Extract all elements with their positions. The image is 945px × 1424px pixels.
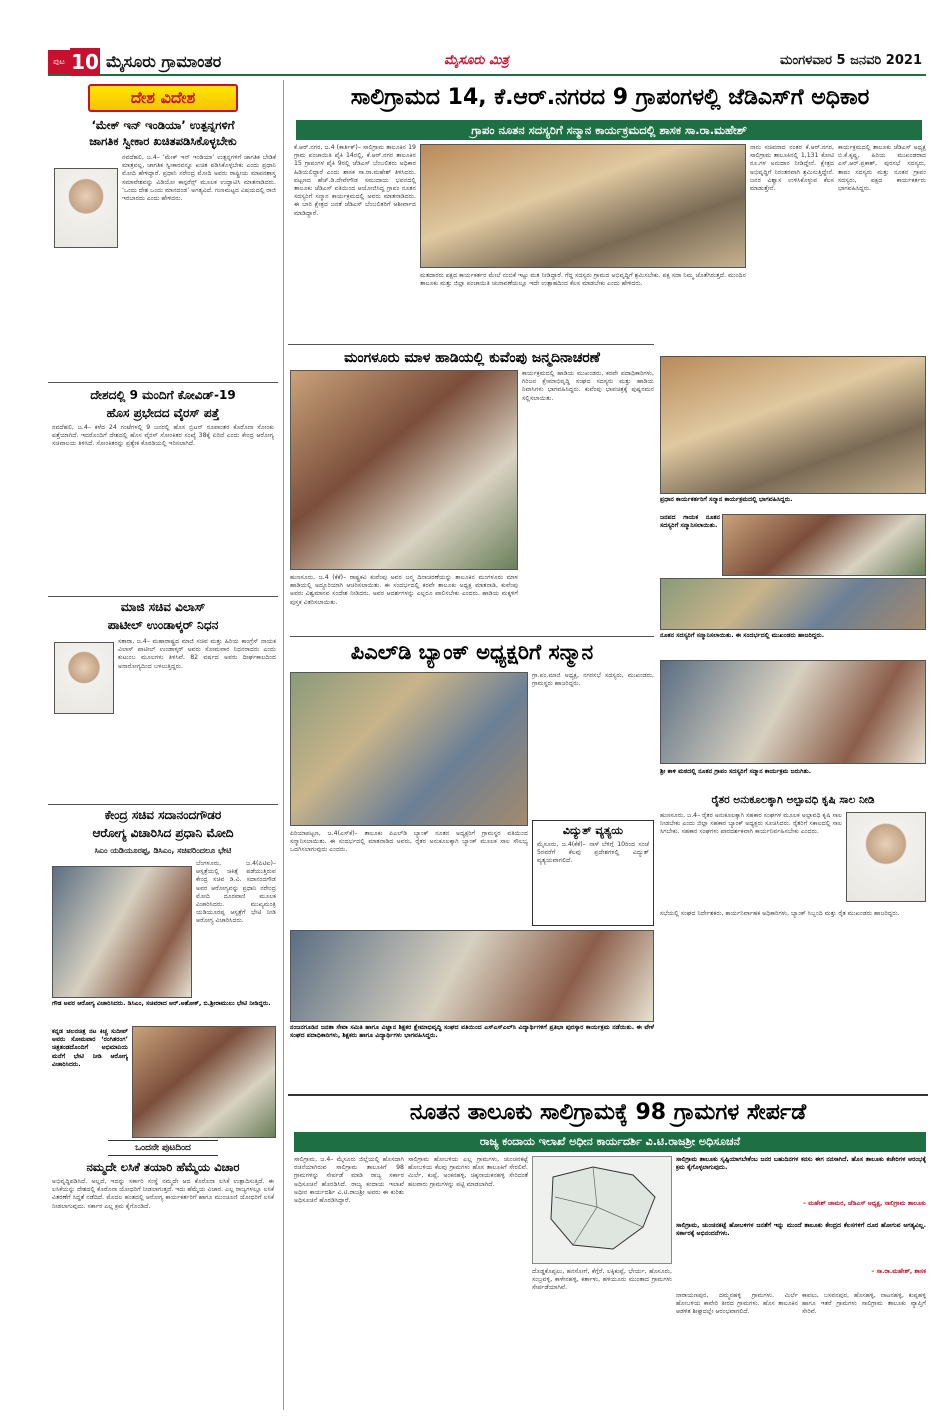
modi-photo	[54, 168, 118, 248]
kuvempu-body-2: ಕಾರ್ಯಕ್ರಮದಲ್ಲಿ ಹಾಡಿಯ ಮುಖಂಡರು, ಕರವೇ ಪದಾಧಿಕಾರಿಗಳು, ಗಿರಿಜನ ಕ್ಷೇಮಾಭಿವೃದ್ಧಿ ಸಂಘದ ಸದಸ್ಯರು ಮತ್ತು ಹಾಡಿಯ ನಿವಾಸಿಗಳು ಭಾಗವಹಿಸಿದ್ದರು. ಕುವೆಂಪು ಭಾವಚಿತ್ರಕ್ಕೆ ಪುಷ್ಪನಮನ ಸಲ್ಲಿಸಲಾಯಿತು.	[522, 370, 654, 402]
divider	[48, 596, 278, 597]
quote-box-2	[676, 1222, 926, 1286]
right-photo-3	[660, 578, 926, 630]
krishi-body-2: ಸಭೆಯಲ್ಲಿ ಸಂಘದ ನಿರ್ದೇಶಕರು, ಕಾರ್ಯನಿರ್ವಾಹಕ ಅಧಿಕಾರಿಗಳು, ಬ್ಯಾಂಕ್ ಸಿಬ್ಬಂದಿ ಮತ್ತು ರೈತ ಮುಖಂಡರು ಹಾಜರಿದ್ದರು.	[660, 910, 900, 917]
left-column	[48, 80, 278, 1410]
divider	[48, 382, 278, 383]
continued-headline: ನಮ್ಮದೇ ಲಸಿಕೆ ತಯಾರಿ ಹೆಮ್ಮೆಯ ವಿಚಾರ	[86, 1160, 240, 1174]
bottom-col2: ಸಾಲಿಗ್ರಾಮ ಹೋಬಳಿಯ ಎಲ್ಲ ಗ್ರಾಮಗಳು, ಚುಂಚನಕಟ್ಟೆ ಹೋಬಳಿಯ ಕೆಲವು ಗ್ರಾಮಗಳು ಹೊಸ ತಾಲೂಕಿಗೆ ಸೇರಲಿವೆ. ಮಿರ್ಲೆ, ಕುಪ್ಪೆ, ಅಂಕನಹಳ್ಳಿ, ಚಿಕ್ಕನಾಯಕನಹಳ್ಳಿ ಸೇರಿದಂತೆ ಹಲವಾರು ಗ್ರಾಮಗಳನ್ನು ಪಟ್ಟಿ ಮಾಡಲಾಗಿದೆ.	[408, 1156, 528, 1188]
kuvempu-body: ಹುಣಸೂರು, ಜ.4 (ಕೆಕೆ)– ರಾಷ್ಟ್ರಕವಿ ಕುವೆಂಪು ಅವರ ಜನ್ಮ ದಿನಾಚರಣೆಯನ್ನು ತಾಲೂಕಿನ ಮಂಗಳೂರು ಮಾಳ ಹಾಡಿಯಲ್ಲಿ ಅದ್ದೂರಿಯಾಗಿ ಆಚರಿಸಲಾಯಿತು. ಈ ಸಂದರ್ಭದಲ್ಲಿ ಕರವೇ ತಾಲೂಕು ಅಧ್ಯಕ್ಷ ಮಾತನಾಡಿ, ಕುವೆಂಪು ಅವರು ವಿಶ್ವಮಾನವ ಸಂದೇಶ ನೀಡಿದರು. ಅವರ ಆದರ್ಶಗಳನ್ನು ಎಲ್ಲರೂ ಪಾಲಿಸಬೇಕು ಎಂದರು. ಹಾಡಿಯ ಮಕ್ಕಳಿಗೆ ಪುಸ್ತಕ ವಿತರಿಸಲಾಯಿತು.	[290, 574, 518, 606]
quote-2-attr: – ಸಾ.ರಾ.ಮಹೇಶ್, ಶಾಸಕ	[871, 1268, 926, 1275]
bottom-col3: ದೊಡ್ಡಕೊಪ್ಪಲು, ಹನಸೋಗೆ, ಕೆಗ್ಗೆರೆ, ಲಕ್ಕಿಕುಪ್ಪೆ, ಭೇರ್ಯ, ಹೊಸೂರು, ಸಂಬ್ರವಳ್ಳಿ, ಕಾಳೇನಹಳ್ಳಿ, ಕರ್ತಾಳು, ಹಳಿಯೂರು ಮುಂತಾದ ಗ್ರಾಮಗಳು ಸೇರ್ಪಡೆಯಾಗಿವೆ.	[532, 1268, 672, 1292]
modi-headline-1: ‘ಮೇಕ್ ಇನ್ ಇಂಡಿಯಾ’ ಉತ್ಪನ್ನಗಳಿಗೆ	[91, 118, 235, 132]
issue-date: ಮಂಗಳವಾರ 5 ಜನವರಿ 2021	[779, 53, 922, 68]
lead-group-photo	[420, 144, 746, 268]
divider	[288, 344, 654, 345]
krishi-photo	[846, 812, 926, 902]
map-outline	[533, 1157, 671, 1263]
right-photo-1	[660, 356, 926, 494]
sadananda-subhead: ಸಿಎಂ ಯಡಿಯೂರಪ್ಪ, ಡಿಸಿಎಂ, ಸಚಿವರಿಂದಲೂ ಭೇಟಿ	[94, 846, 232, 855]
right-photo-4	[660, 660, 926, 764]
lead-col3: ನಾನು ಸಚಿವನಾದ ನಂತರ ಕೆ.ಆರ್.ನಗರ, ಸಾಲಿಗ್ರಾಮ ತಾಲೂಕಿನಲ್ಲಿ 1,131 ಕೋಟಿ ರೂ.ಗಳ ಅನುದಾನ ನೀಡಿದ್ದೇನೆ. ಕ್ಷೇತ್ರದ ಅಭಿವೃದ್ಧಿಗೆ ನಿರಂತರವಾಗಿ ಶ್ರಮಿಸುತ್ತಿದ್ದೇನೆ. ಜನರ ವಿಶ್ವಾಸ ಉಳಿಸಿಕೊಳ್ಳುವ ಕೆಲಸ ಮಾಡುತ್ತೇನೆ.	[750, 144, 834, 193]
patil-headline-2: ಪಾಟೀಲ್ ಉಂಡಾಳ್ಕರ್ ನಿಧನ	[107, 618, 219, 632]
lead-col2: ಮತದಾರರು ಪಕ್ಷದ ಕಾರ್ಯಕರ್ತರ ಮೇಲೆ ನಂಬಿಕೆ ಇಟ್ಟು ಮತ ನೀಡಿದ್ದಾರೆ. ಗೆದ್ದ ಸದಸ್ಯರು ಗ್ರಾಮದ ಅಭಿವೃದ್ಧಿಗೆ ಶ್ರಮಿಸಬೇಕು. ಪಕ್ಷ ಸದಾ ನಿಮ್ಮ ಜೊತೆಗಿರುತ್ತದೆ. ಮುಂದಿನ ತಾಲೂಕು ಮತ್ತು ಜಿಲ್ಲಾ ಪಂಚಾಯಿತಿ ಚುನಾವಣೆಯಲ್ಲೂ ಇದೇ ಉತ್ಸಾಹದಿಂದ ಕೆಲಸ ಮಾಡಬೇಕು ಎಂದು ಹೇಳಿದರು.	[420, 272, 746, 288]
patil-body: ಸತಾರಾ, ಜ.4– ಮಹಾರಾಷ್ಟ್ರದ ಮಾಜಿ ಸಚಿವ ಮತ್ತು ಹಿರಿಯ ಕಾಂಗ್ರೆಸ್ ನಾಯಕ ವಿಲಾಸ್ ಪಾಟೀಲ್ ಉಂಡಾಳ್ಕರ್ ಅವರು ಸೋಮವಾರ ನಿಧನರಾದರು ಎಂದು ಕುಟುಂಬ ಮೂಲಗಳು ತಿಳಿಸಿವೆ. 82 ವರ್ಷದ ಅವರು ದೀರ್ಘಕಾಲದಿಂದ ಅನಾರೋಗ್ಯದಿಂದ ಬಳಲುತ್ತಿದ್ದರು.	[118, 638, 276, 670]
vidyut-title: ವಿದ್ಯುತ್ ವ್ಯತ್ಯಯ	[562, 824, 624, 837]
right-photo-2	[722, 514, 926, 576]
lead-subhead: ಗ್ರಾಪಂ ನೂತನ ಸದಸ್ಯರಿಗೆ ಸನ್ಮಾನ ಕಾರ್ಯಕ್ರಮದಲ್ಲಿ ಶಾಸಕ ಸಾ.ರಾ.ಮಹೇಶ್	[296, 120, 922, 140]
kuvempu-headline: ಮಂಗಳೂರು ಮಾಳ ಹಾಡಿಯಲ್ಲಿ ಕುವೆಂಪು ಜನ್ಮದಿನಾಚರಣೆ	[344, 350, 600, 366]
right-caption-3: ಶ್ರೀ ಕಾಳಿ ಮಠದಲ್ಲಿ ನೂತನ ಗ್ರಾಪಂ ಸದಸ್ಯರಿಗೆ ಸನ್ಮಾನ ಕಾರ್ಯಕ್ರಮ ಜರುಗಿತು.	[660, 768, 812, 775]
pld-photo	[290, 672, 528, 826]
pld-body: ಪಿರಿಯಾಪಟ್ಟಣ, ಜ.4(ಎಸ್‌ಕೆ)– ತಾಲೂಕು ಪಿಎಲ್‌ಡಿ ಬ್ಯಾಂಕ್ ನೂತನ ಅಧ್ಯಕ್ಷರಿಗೆ ಗ್ರಾಮಸ್ಥರ ವತಿಯಿಂದ ಸನ್ಮಾನಿಸಲಾಯಿತು. ಈ ಸಂದರ್ಭದಲ್ಲಿ ಮಾತನಾಡಿದ ಅವರು, ರೈತರ ಅನುಕೂಲಕ್ಕಾಗಿ ಬ್ಯಾಂಕ್ ಮೂಲಕ ಸಾಲ ಸೌಲಭ್ಯ ಒದಗಿಸಲಾಗುವುದು ಎಂದರು.	[290, 830, 528, 854]
event-photo	[290, 930, 654, 1022]
desha-videsha-title: ದೇಶ ವಿದೇಶ	[130, 88, 196, 107]
covid-headline-1: ದೇಶದಲ್ಲಿ 9 ಮಂದಿಗೆ ಕೋವಿಡ್-19	[90, 388, 236, 402]
event-caption: ನಂಜನಗೂಡಿನ ಜನತಾ ಸೇವಾ ಸಮಿತಿ ಹಾಗೂ ವಿಜ್ಞಾನ ಶಿಕ್ಷಕರ ಕ್ಷೇಮಾಭಿವೃದ್ಧಿ ಸಂಘದ ವತಿಯಿಂದ ಎಸ್‌ಎಸ್‌ಎಲ್‌ಸಿ ವಿದ್ಯಾರ್ಥಿಗಳಿಗೆ ಪ್ರತಿಭಾ ಪುರಸ್ಕಾರ ಕಾರ್ಯಕ್ರಮ ನಡೆಯಿತು. ಈ ವೇಳೆ ಸಂಘದ ಪದಾಧಿಕಾರಿಗಳು, ಶಿಕ್ಷಕರು ಹಾಗೂ ವಿದ್ಯಾರ್ಥಿಗಳು ಭಾಗವಹಿಸಿದ್ದರು.	[290, 1024, 654, 1040]
pld-body-2: ಗ್ರಾ.ಪಂ.ಮಾಜಿ ಅಧ್ಯಕ್ಷ, ನಗರಸಭೆ ಸದಸ್ಯರು, ಮುಖಂಡರು, ಗ್ರಾಮಸ್ಥರು ಹಾಜರಿದ್ದರು.	[532, 672, 654, 688]
sadananda-body: ಬೆಂಗಳೂರು, ಜ.4(ಪಿಟಿಐ)– ಆಸ್ಪತ್ರೆಯಲ್ಲಿ ಚಿಕಿತ್ಸೆ ಪಡೆಯುತ್ತಿರುವ ಕೇಂದ್ರ ಸಚಿವ ಡಿ.ವಿ. ಸದಾನಂದಗೌಡ ಅವರ ಆರೋಗ್ಯವನ್ನು ಪ್ರಧಾನಿ ನರೇಂದ್ರ ಮೋದಿ ದೂರವಾಣಿ ಮೂಲಕ ವಿಚಾರಿಸಿದರು. ಮುಖ್ಯಮಂತ್ರಿ ಯಡಿಯೂರಪ್ಪ ಆಸ್ಪತ್ರೆಗೆ ಭೇಟಿ ನೀಡಿ ಆರೋಗ್ಯ ವಿಚಾರಿಸಿದರು.	[196, 860, 276, 925]
bottom-subhead: ರಾಜ್ಯ ಕಂದಾಯ ಇಲಾಖೆ ಅಧೀನ ಕಾರ್ಯದರ್ಶಿ ವಿ.ಟಿ.ರಾಜಶ್ರೀ ಅಧಿಸೂಚನೆ	[294, 1132, 926, 1152]
patil-photo	[54, 642, 114, 714]
newspaper-logo: ಮೈಸೂರು ಮಿತ್ರ	[444, 53, 509, 68]
page-number: 10	[71, 50, 99, 74]
quote-box-1	[676, 1156, 926, 1218]
covid-headline-2: ಹೊಸ ಪ್ರಭೇದದ ವೈರಸ್ ಪತ್ತೆ	[106, 406, 220, 420]
covid-body: ನವದೆಹಲಿ, ಜ.4– ಕಳೆದ 24 ಗಂಟೆಗಳಲ್ಲಿ 9 ಜನರಲ್ಲಿ ಹೊಸ ಬ್ರಿಟನ್ ರೂಪಾಂತರ ಕೊರೊನಾ ಸೋಂಕು ಪತ್ತೆಯಾಗಿದೆ. ಇದರೊಂದಿಗೆ ದೇಶದಲ್ಲಿ ಹೊಸ ವೈರಸ್ ಸೋಂಕಿತರ ಸಂಖ್ಯೆ 38ಕ್ಕೆ ಏರಿದೆ ಎಂದು ಕೇಂದ್ರ ಆರೋಗ್ಯ ಸಚಿವಾಲಯ ತಿಳಿಸಿದೆ. ಸೋಂಕಿತರನ್ನು ಪ್ರತ್ಯೇಕ ಕೊಠಡಿಯಲ್ಲಿ ಇರಿಸಲಾಗಿದೆ.	[52, 424, 274, 448]
bottom-col5: ನಾರಾಯಣಪುರ, ದಮ್ಮನಹಳ್ಳಿ ಗ್ರಾಮಗಳು. ಮಿರ್ಲೆ ಹೋಬಳಿಯ ಕಾವೇರಿ ತೀರದ ಗ್ರಾಮಗಳು. ಹೊಸ ತಾಲೂಕಿನ ಆಡಳಿತ ಶೀಘ್ರದಲ್ಲೇ ಆರಂಭವಾಗಲಿದೆ.	[676, 1292, 798, 1316]
sudeep-body: ಕನ್ನಡ ಚಲನಚಿತ್ರ ನಟ ಕಿಚ್ಚ ಸುದೀಪ್ ಅವರು ಸೋಮವಾರ ‘ರಂಗಿತರಂಗ’ ಚಿತ್ರತಂಡದೊಂದಿಗೆ ಅಭಿಮಾನಿಯ ಮನೆಗೆ ಭೇಟಿ ನೀಡಿ ಆರೋಗ್ಯ ವಿಚಾರಿಸಿದರು.	[52, 1028, 128, 1068]
quote-2-text: ಸಾಲಿಗ್ರಾಮ, ಚುಂಚನಕಟ್ಟೆ ಹೋಬಳಿಗಳ ಜನತೆಗೆ ಇನ್ನು ಮುಂದೆ ತಾಲೂಕು ಕೇಂದ್ರದ ಕೆಲಸಗಳಿಗೆ ದೂರ ಹೋಗುವ ಅಗತ್ಯವಿಲ್ಲ. ಸರ್ಕಾರಕ್ಕೆ ಅಭಿನಂದನೆಗಳು.	[676, 1222, 926, 1238]
quote-1-attr: – ಮಹೇಶ್ ಚಾಮರ, ಜೆಡಿಎಸ್ ಅಧ್ಯಕ್ಷ, ಸಾಲಿಗ್ರಾಮ ತಾಲೂಕು	[802, 1200, 926, 1207]
modi-body: ನವದೆಹಲಿ, ಜ.4– ‘ಮೇಕ್ ಇನ್ ಇಂಡಿಯಾ’ ಉತ್ಪನ್ನಗಳಿಗೆ ಜಾಗತಿಕ ಬೇಡಿಕೆ ಮಾತ್ರವಲ್ಲ, ಜಾಗತಿಕ ಸ್ವೀಕಾರವನ್ನೂ ಖಚಿತ ಪಡಿಸಿಕೊಳ್ಳಬೇಕು ಎಂದು ಪ್ರಧಾನಿ ಮೋದಿ ಹೇಳಿದ್ದಾರೆ. ಪ್ರಧಾನಿ ನರೇಂದ್ರ ಮೋದಿ ಅವರು ರಾಷ್ಟ್ರೀಯ ಮಾಪನಶಾಸ್ತ್ರ ಸಮಾವೇಶವನ್ನು ವಿಡಿಯೋ ಕಾನ್ಫರೆನ್ಸ್ ಮೂಲಕ ಉದ್ಘಾಟಿಸಿ ಮಾತನಾಡಿದರು. ‘ಒಂದು ದೇಶ ಒಂದು ಮಾನದಂಡ’ ಅಗತ್ಯವಿದೆ. ಗುಣಮಟ್ಟದ ವಿಷಯದಲ್ಲಿ ರಾಜಿ ಇರಬಾರದು ಎಂದು ಹೇಳಿದರು.	[122, 154, 276, 203]
sudeep-photo	[132, 1026, 276, 1138]
right-caption-1: ಪ್ರಧಾನ ಕಾರ್ಯಕರ್ತರಿಗೆ ಸನ್ಮಾನ ಕಾರ್ಯಕ್ರಮದಲ್ಲಿ ಭಾಗವಹಿಸಿದ್ದರು.	[660, 496, 793, 503]
lead-col4: ಕಾರ್ಯಕ್ರಮದಲ್ಲಿ ತಾಲೂಕು ಜೆಡಿಎಸ್ ಅಧ್ಯಕ್ಷ ಬಿ.ಕೆ.ಕೃಷ್ಣ, ಹಿರಿಯ ಮುಖಂಡರಾದ ಎಸ್.ಆರ್.ಪ್ರಕಾಶ್, ಪುರಸಭೆ ಸದಸ್ಯರು, ತಾಪಂ ಸದಸ್ಯರು ಮತ್ತು ನೂತನ ಗ್ರಾಪಂ ಸದಸ್ಯರು, ಪಕ್ಷದ ಕಾರ್ಯಕರ್ತರು ಭಾಗವಹಿಸಿದ್ದರು.	[838, 144, 926, 193]
right-side-note: ಜನಪದ ಗಾಯಕ ನೂತನ ಸದಸ್ಯರಿಗೆ ಸನ್ಮಾನಿಸಲಾಯಿತು.	[660, 514, 720, 530]
bottom-headline: ನೂತನ ತಾಲೂಕು ಸಾಲಿಗ್ರಾಮಕ್ಕೆ 98 ಗ್ರಾಮಗಳ ಸೇರ್ಪಡೆ	[288, 1094, 928, 1128]
modi-headline-2: ಜಾಗತಿಕ ಸ್ವೀಕಾರ ಖಚಿತಪಡಿಸಿಕೊಳ್ಳಬೇಕು	[89, 134, 237, 148]
continued-title: ಒಂದನೇ ಪುಟದಿಂದ	[135, 1143, 191, 1153]
column-rule	[283, 80, 284, 1410]
pld-headline: ಪಿಎಲ್‌ಡಿ ಬ್ಯಾಂಕ್ ಅಧ್ಯಕ್ಷರಿಗೆ ಸನ್ಮಾನ	[290, 636, 654, 666]
continued-body: ಅಭಿವೃದ್ಧಿಪಡಿಸಿದೆ. ಅಲ್ಲದೆ, ಇದನ್ನು ಸರ್ಕಾರಿ ಸಂಸ್ಥೆ ನಮ್ಮದೇ ಆದ ಕೊರೊನಾ ಲಸಿಕೆ ಉತ್ಪಾದಿಸುತ್ತಿದೆ. ಈ ಲಸಿಕೆಯನ್ನು ದೇಶದಲ್ಲಿ ಕೊರೊನಾ ಯೋಧರಿಗೆ ನೀಡಲಾಗುತ್ತದೆ. ಇದು ಹೆಮ್ಮೆಯ ವಿಚಾರ. ಎಲ್ಲ ರಾಜ್ಯಗಳಲ್ಲೂ ಲಸಿಕೆ ವಿತರಣೆಗೆ ಸಿದ್ಧತೆ ನಡೆದಿದೆ. ಮೊದಲ ಹಂತದಲ್ಲಿ ಆರೋಗ್ಯ ಕಾರ್ಯಕರ್ತರಿಗೆ ಹಾಗೂ ಮುಂಚೂಣಿ ಯೋಧರಿಗೆ ಲಸಿಕೆ ನೀಡಲಾಗುವುದು. ಸರ್ಕಾರ ಎಲ್ಲ ಕ್ರಮ ಕೈಗೊಂಡಿದೆ.	[52, 1178, 274, 1210]
krishi-body: ಹುಣಸೂರು, ಜ.4– ರೈತರ ಅನುಕೂಲಕ್ಕಾಗಿ ಸಹಕಾರ ಸಂಘಗಳ ಮೂಲಕ ಅಲ್ಪಾವಧಿ ಕೃಷಿ ಸಾಲ ನೀಡಬೇಕು ಎಂದು ಜಿಲ್ಲಾ ಸಹಕಾರ ಬ್ಯಾಂಕ್ ಅಧ್ಯಕ್ಷರು ಸೂಚಿಸಿದರು. ರೈತರಿಗೆ ಸಕಾಲದಲ್ಲಿ ಸಾಲ ಸಿಗಬೇಕು. ಸಹಕಾರ ಸಂಘಗಳು ಪಾರದರ್ಶಕವಾಗಿ ಕಾರ್ಯನಿರ್ವಹಿಸಬೇಕು ಎಂದರು.	[660, 812, 842, 836]
desha-videsha-banner	[88, 84, 238, 112]
sadananda-photo	[52, 866, 192, 998]
vidyut-box	[532, 820, 654, 926]
page-label: ಪುಟ	[53, 57, 65, 66]
lead-col1: ಕೆ.ಆರ್.ನಗರ, ಜ.4 (ಕಾರ್ತಿಕ್)– ಸಾಲಿಗ್ರಾಮ ತಾಲೂಕಿನ 19 ಗ್ರಾಮ ಪಂಚಾಯಿತಿ ಪೈಕಿ 14ರಲ್ಲಿ, ಕೆ.ಆರ್.ನಗರ ತಾಲೂಕಿನ 15 ಗ್ರಾಪಂಗಳ ಪೈಕಿ 9ರಲ್ಲಿ ಜೆಡಿಎಸ್ ಬೆಂಬಲಿತರು ಅಧಿಕಾರ ಹಿಡಿಯಲಿದ್ದಾರೆ ಎಂದು ಶಾಸಕ ಸಾ.ರಾ.ಮಹೇಶ್ ತಿಳಿಸಿದರು. ಪಟ್ಟಣದ ಹೆಚ್.ಡಿ.ದೇವೇಗೌಡ ಸಮುದಾಯ ಭವನದಲ್ಲಿ ತಾಲೂಕು ಜೆಡಿಎಸ್ ವತಿಯಿಂದ ಆಯೋಜಿಸಿದ್ದ ಗ್ರಾಪಂ ನೂತನ ಸದಸ್ಯರಿಗೆ ಸನ್ಮಾನ ಕಾರ್ಯಕ್ರಮದಲ್ಲಿ ಅವರು ಮಾತನಾಡಿದರು. ಈ ಬಾರಿ ಕ್ಷೇತ್ರದ ಜನತೆ ಜೆಡಿಎಸ್ ಬೆಂಬಲಿತರಿಗೆ ಆಶೀರ್ವಾದ ಮಾಡಿದ್ದಾರೆ.	[294, 144, 416, 217]
sadananda-headline-1: ಕೇಂದ್ರ ಸಚಿವ ಸದಾನಂದಗೌಡರ	[104, 808, 222, 822]
continued-banner	[108, 1140, 218, 1156]
bottom-col1: ಸಾಲಿಗ್ರಾಮ, ಜ.4– ಮೈಸೂರು ಜಿಲ್ಲೆಯಲ್ಲಿ ಹೊಸದಾಗಿ ರಚನೆಯಾಗಿರುವ ಸಾಲಿಗ್ರಾಮ ತಾಲೂಕಿಗೆ 98 ಗ್ರಾಮಗಳನ್ನು ಸೇರ್ಪಡೆ ಮಾಡಿ ರಾಜ್ಯ ಸರ್ಕಾರ ಅಧಿಸೂಚನೆ ಹೊರಡಿಸಿದೆ. ರಾಜ್ಯ ಕಂದಾಯ ಇಲಾಖೆ ಅಧೀನ ಕಾರ್ಯದರ್ಶಿ ವಿ.ಟಿ.ರಾಜಶ್ರೀ ಅವರು ಈ ಕುರಿತು ಅಧಿಸೂಚನೆ ಹೊರಡಿಸಿದ್ದಾರೆ.	[294, 1156, 404, 1205]
vidyut-body: ಮೈಸೂರು, ಜ.4(ಕೆಕೆ)– ನಾಳೆ ಬೆಳಿಗ್ಗೆ 10ರಿಂದ ಸಂಜೆ 5ರವರೆಗೆ ಕೆಲವು ಪ್ರದೇಶಗಳಲ್ಲಿ ವಿದ್ಯುತ್ ವ್ಯತ್ಯಯವಾಗಲಿದೆ.	[537, 841, 649, 865]
krishi-headline: ರೈತರ ಅನುಕೂಲಕ್ಕಾಗಿ ಅಲ್ಪಾವಧಿ ಕೃಷಿ ಸಾಲ ನೀಡಿ	[711, 794, 875, 806]
taluk-map	[532, 1156, 672, 1264]
patil-headline-1: ಮಾಜಿ ಸಚಿವ ವಿಲಾಸ್	[120, 600, 206, 614]
divider	[48, 804, 278, 805]
section-title: ಮೈಸೂರು ಗ್ರಾಮಾಂತರ	[106, 52, 222, 71]
page-label-badge	[48, 50, 70, 74]
quote-1-text: ಸಾಲಿಗ್ರಾಮ ತಾಲೂಕು ಸೃಷ್ಟಿಯಾಗಬೇಕೆಂಬ ಜನರ ಬಹುದಿನಗಳ ಕನಸು ಈಗ ನನಸಾಗಿದೆ. ಹೊಸ ತಾಲೂಕು ಕಚೇರಿಗಳ ಆರಂಭಕ್ಕೆ ಕ್ರಮ ಕೈಗೊಳ್ಳಲಾಗುವುದು.	[676, 1156, 926, 1172]
lead-headline: ಸಾಲಿಗ್ರಾಮದ 14, ಕೆ.ಆರ್.ನಗರದ 9 ಗ್ರಾಪಂಗಳಲ್ಲಿ ಜೆಡಿಎಸ್‌ಗೆ ಅಧಿಕಾರ	[350, 85, 870, 110]
right-caption-2: ನೂತನ ಸದಸ್ಯರಿಗೆ ಸನ್ಮಾನಿಸಲಾಯಿತು. ಈ ಸಂದರ್ಭದಲ್ಲಿ ಮುಖಂಡರು ಹಾಜರಿದ್ದರು.	[660, 632, 825, 639]
masthead	[48, 50, 926, 76]
kuvempu-photo	[290, 370, 518, 570]
sadananda-headline-2: ಆರೋಗ್ಯ ವಿಚಾರಿಸಿದ ಪ್ರಧಾನಿ ಮೋದಿ	[92, 826, 234, 840]
bottom-col6: ಕಾವಲು, ಬಸವನಪುರ, ಹೊಸಹಳ್ಳಿ, ನಾಟನಹಳ್ಳಿ, ಕುಪ್ಪಹಳ್ಳಿ ಹಾಗೂ ಇತರೆ ಗ್ರಾಮಗಳು ಸಾಲಿಗ್ರಾಮ ತಾಲೂಕು ವ್ಯಾಪ್ತಿಗೆ ಸೇರಿವೆ.	[802, 1292, 926, 1316]
sadananda-caption: ಗೌಡ ಅವರ ಆರೋಗ್ಯ ವಿಚಾರಿಸಿದರು. ಡಿಸಿಎಂ, ಸಚಿವರಾದ ಆರ್.ಅಶೋಕ್, ಬಿ.ಶ್ರೀರಾಮುಲು ಭೇಟಿ ನೀಡಿದ್ದರು.	[52, 1000, 271, 1007]
